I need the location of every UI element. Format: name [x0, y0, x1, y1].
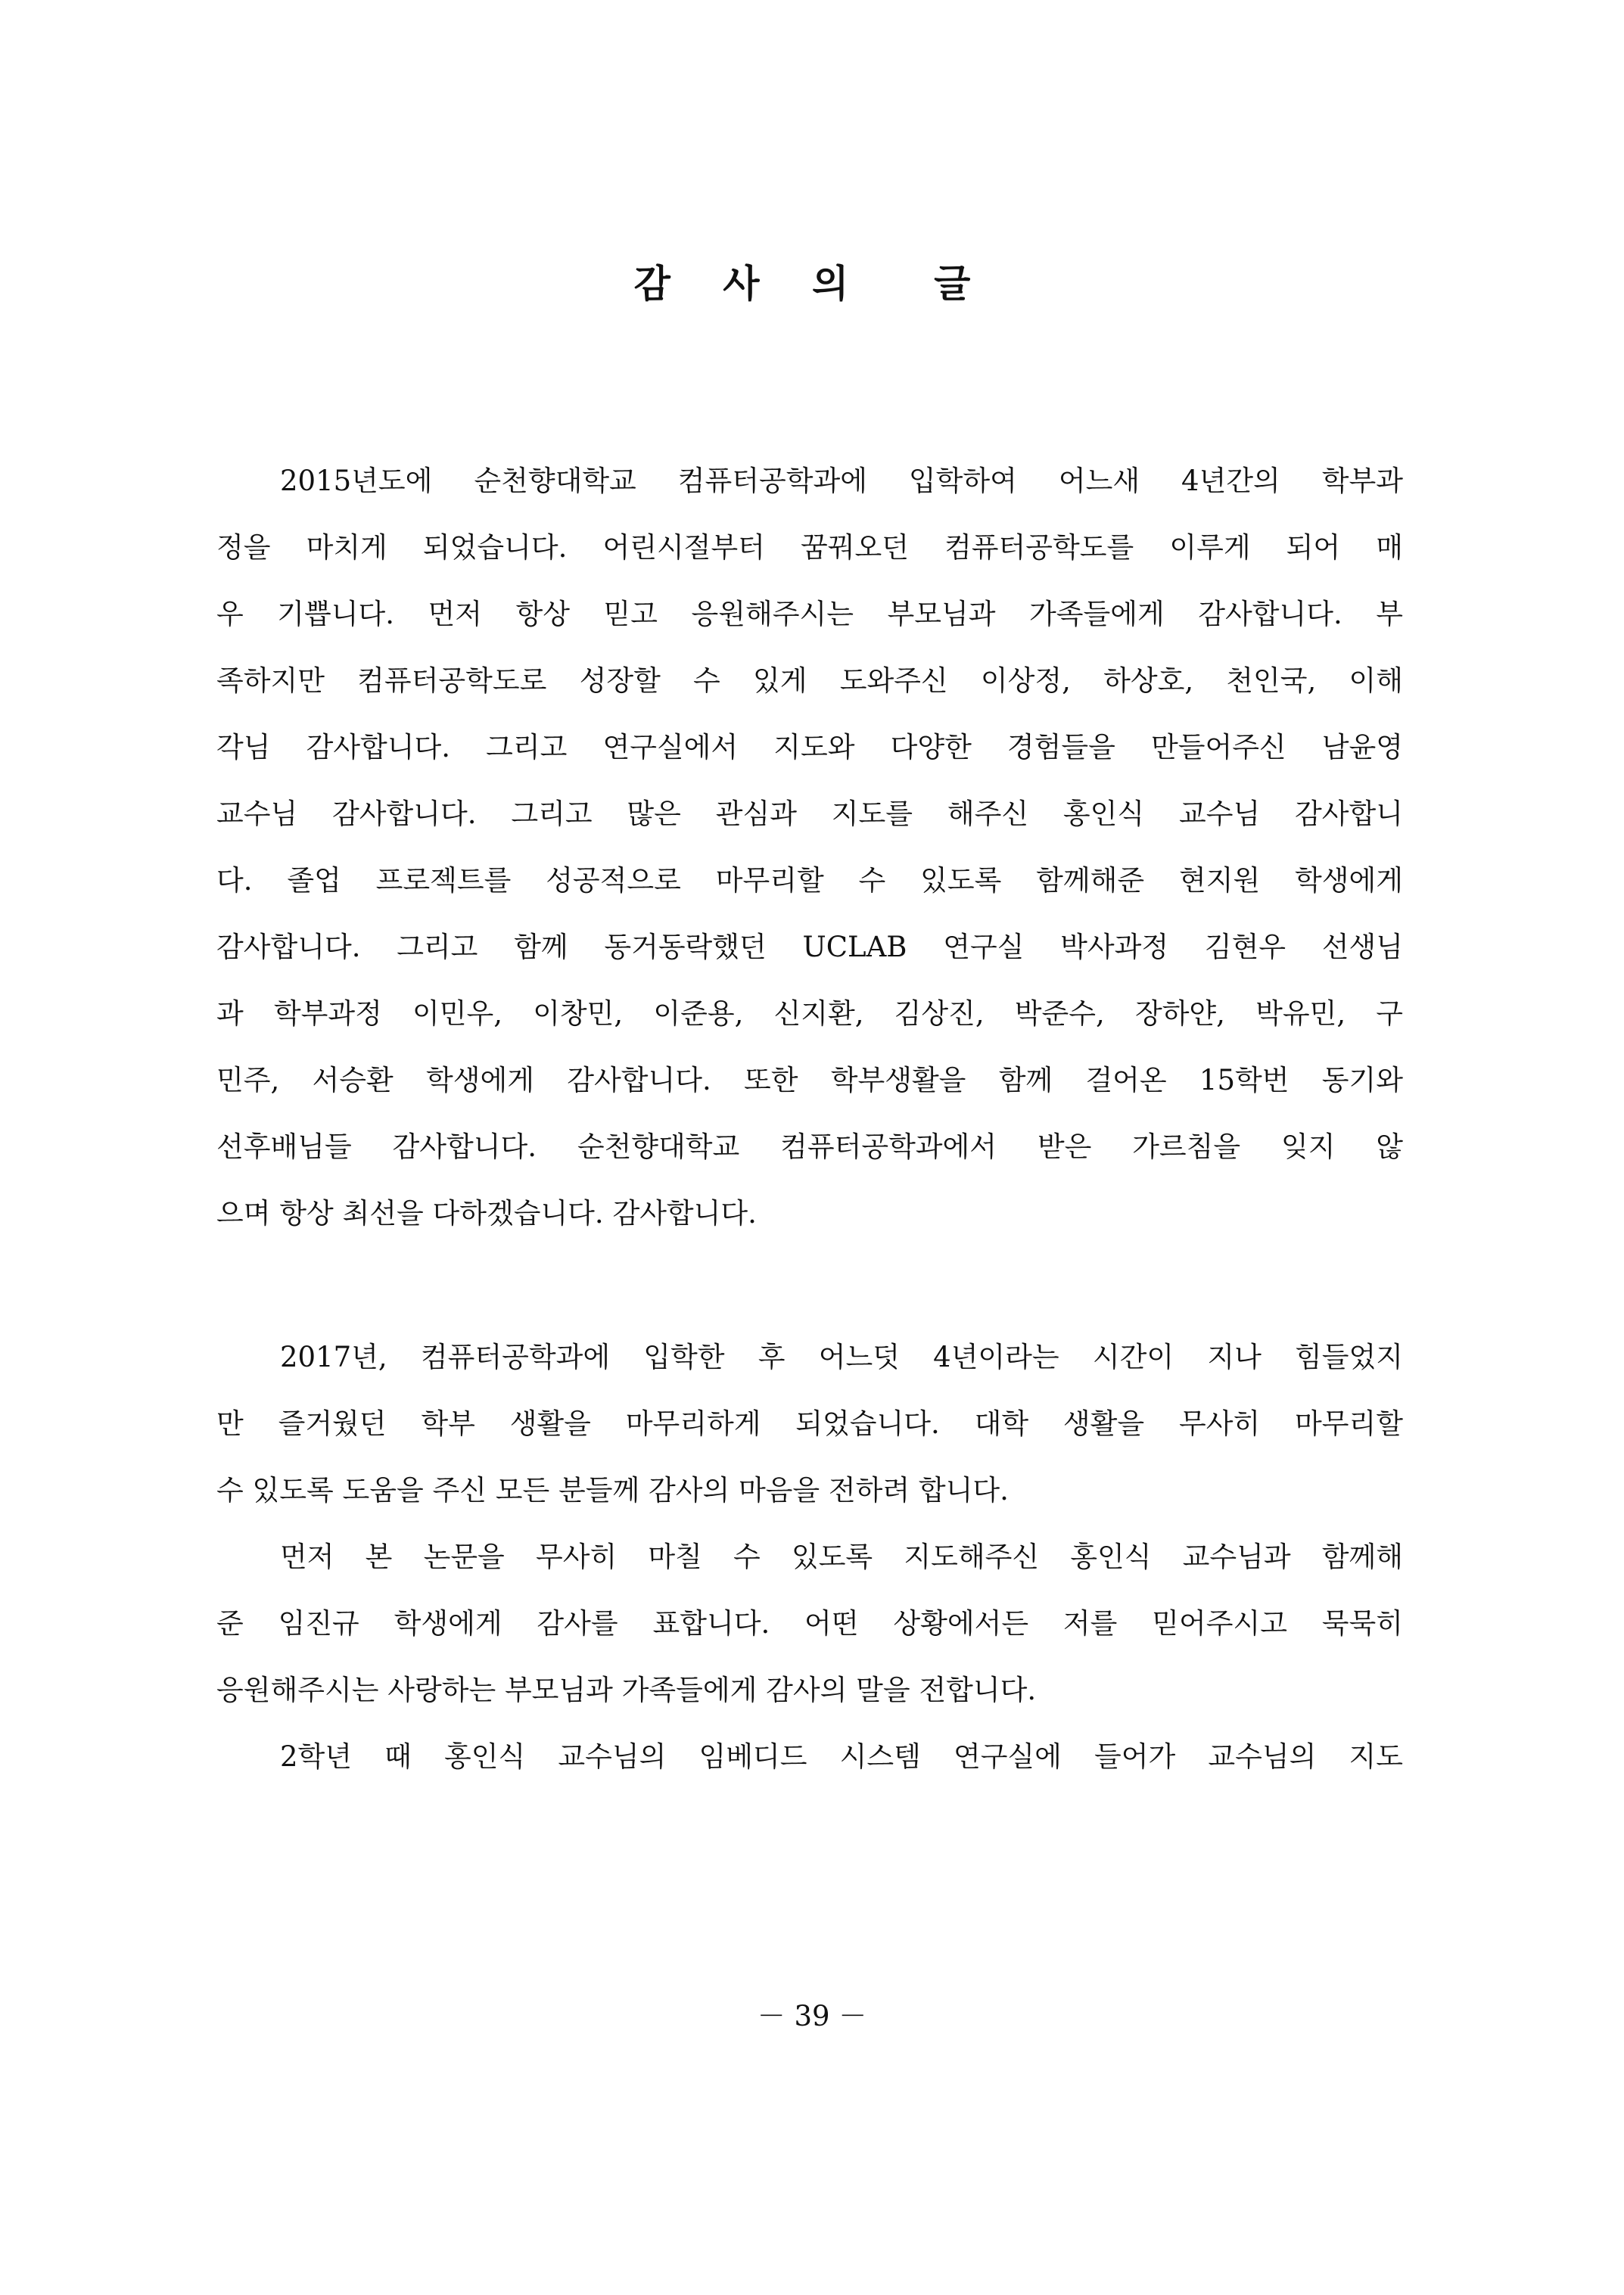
- text-line: 2학년 때 홍인식 교수님의 임베디드 시스템 연구실에 들어가 교수님의 지도: [280, 1740, 1403, 1773]
- acknowledgement-paragraph-1: [216, 448, 1403, 1247]
- text-line: 으며 항상 최선을 다하겠습니다. 감사합니다.: [216, 1197, 757, 1230]
- text-line: 2015년도에 순천향대학교 컴퓨터공학과에 입학하여 어느새 4년간의 학부과: [280, 465, 1403, 497]
- text-line: 민주, 서승환 학생에게 감사합니다. 또한 학부생활을 함께 걸어온 15학번 동기와: [216, 1064, 1403, 1096]
- text-line: 족하지만 컴퓨터공학도로 성장할 수 있게 도와주신 이상정, 하상호, 천인국, 이해: [216, 664, 1403, 697]
- text-line: 먼저 본 논문을 무사히 마칠 수 있도록 지도해주신 홍인식 교수님과 함께해: [280, 1541, 1403, 1573]
- text-line: 수 있도록 도움을 주신 모든 분들께 감사의 마음을 전하려 합니다.: [216, 1474, 1009, 1507]
- text-line: 응원해주시는 사랑하는 부모님과 가족들에게 감사의 말을 전합니다.: [216, 1674, 1037, 1706]
- text-line: 정을 마치게 되었습니다. 어린시절부터 꿈꿔오던 컴퓨터공학도를 이루게 되어 매: [216, 531, 1403, 564]
- text-line: 과 학부과정 이민우, 이창민, 이준용, 신지환, 김상진, 박준수, 장하얀, 박유민, 구: [216, 997, 1403, 1030]
- page-number: － 39 －: [757, 2000, 867, 2032]
- text-line: 각님 감사합니다. 그리고 연구실에서 지도와 다양한 경험들을 만들어주신 남윤영: [216, 731, 1403, 763]
- text-line: 우 기쁩니다. 먼저 항상 믿고 응원해주시는 부모님과 가족들에게 감사합니다. 부: [216, 598, 1403, 630]
- text-line: 다. 졸업 프로젝트를 성공적으로 마무리할 수 있도록 함께해준 현지원 학생에게: [216, 864, 1403, 897]
- text-line: 교수님 감사합니다. 그리고 많은 관심과 지도를 해주신 홍인식 교수님 감사합니: [216, 798, 1403, 830]
- text-line: 감사합니다. 그리고 함께 동거동락했던 UCLAB 연구실 박사과정 김현우 선생님: [216, 931, 1403, 963]
- text-line: 준 임진규 학생에게 감사를 표합니다. 어떤 상황에서든 저를 믿어주시고 묵묵히: [216, 1607, 1403, 1640]
- page-title: 감 사 의 글: [633, 261, 991, 306]
- acknowledgement-paragraph-2: [216, 1324, 1403, 1790]
- text-line: 2017년, 컴퓨터공학과에 입학한 후 어느덧 4년이라는 시간이 지나 힘들었지: [280, 1341, 1403, 1373]
- text-line: 만 즐거웠던 학부 생활을 마무리하게 되었습니다. 대학 생활을 무사히 마무리할: [216, 1407, 1403, 1440]
- text-line: 선후배님들 감사합니다. 순천향대학교 컴퓨터공학과에서 받은 가르침을 잊지 않: [216, 1130, 1403, 1163]
